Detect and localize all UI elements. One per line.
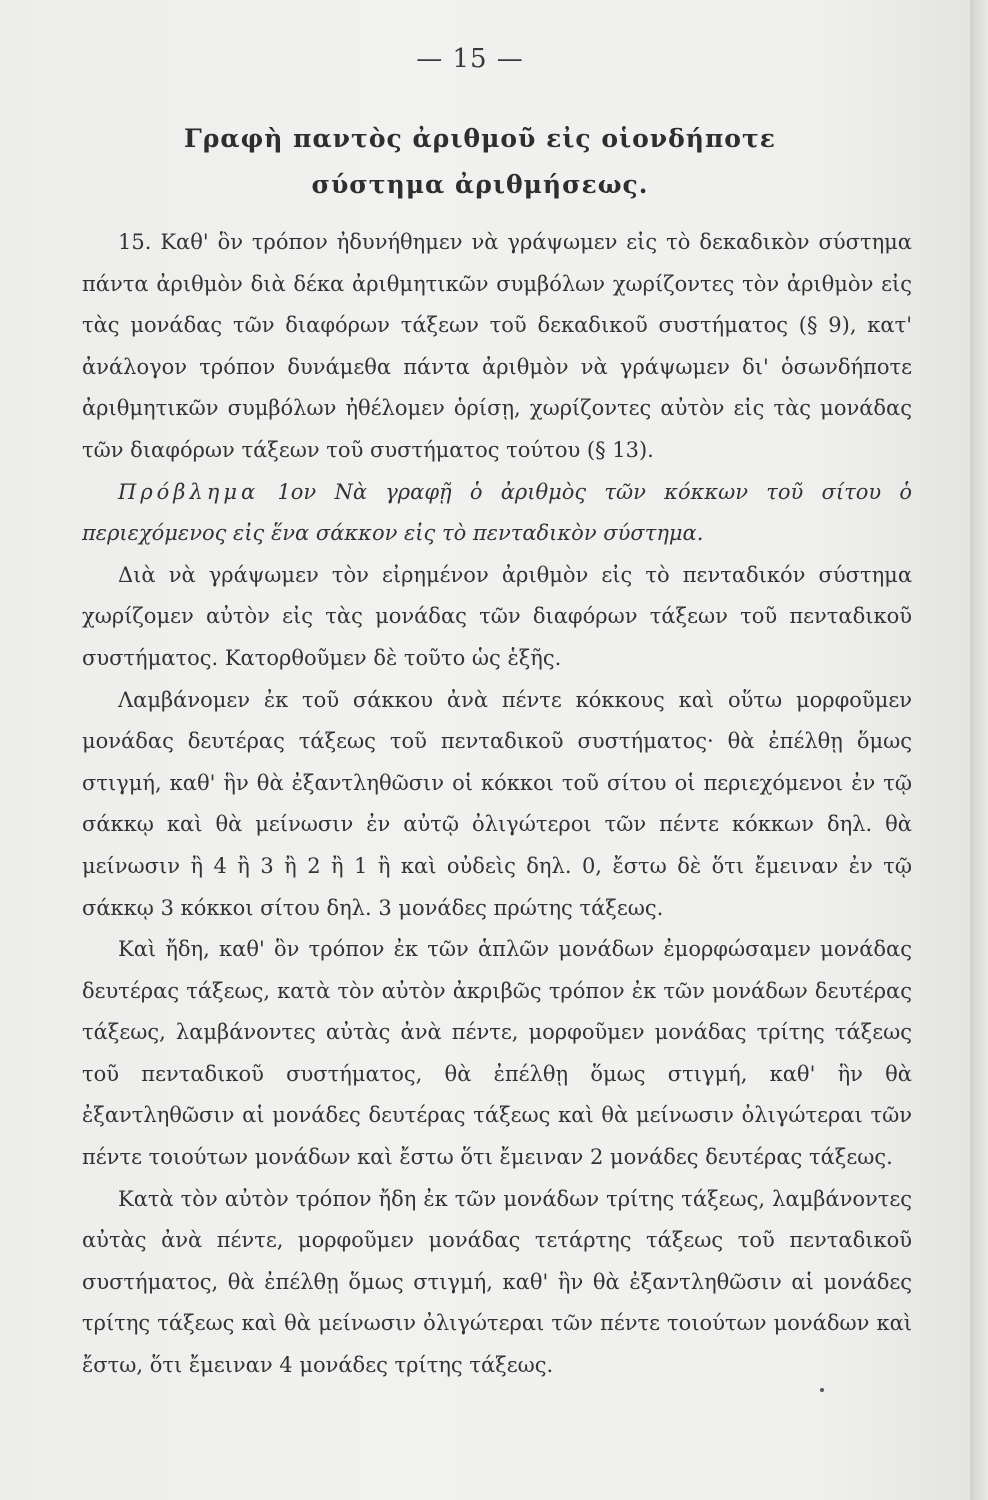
paragraph-third-order: Κατὰ τὸν αὐτὸν τρόπον ἤδη ἐκ τῶν μονάδων τρίτης τάξεως, λαμβάνοντες αὐτὰς ἀνὰ πέντε, μορφοῦμεν μονάδας τετάρτης τάξεως τοῦ πενταδικοῦ συστήματος, θὰ ἐπέλθῃ ὅμως στιγμή, καθ' ἣν θὰ ἐξαντληθῶσιν αἱ μονάδες τρίτης τάξεως καὶ θὰ μείνωσιν ὀλιγώτεραι τῶν πέντε τοιούτων μονάδων καὶ ἔστω, ὅτι ἔμειναν 4 μονάδες τρίτης τάξεως. (82, 1186, 912, 1378)
paragraph-first-order: Λαμβάνομεν ἐκ τοῦ σάκκου ἀνὰ πέντε κόκκους καὶ οὕτω μορφοῦμεν μονάδας δευτέρας τάξεως τοῦ πενταδικοῦ συστήματος· θὰ ἐπέλθῃ ὅμως στιγμή, καθ' ἣν θὰ ἐξαντληθῶσιν οἱ κόκκοι τοῦ σίτου οἱ περιεχόμενοι ἐν τῷ σάκκῳ καὶ θὰ μείνωσιν ἐν αὐτῷ ὀλιγώτεροι τῶν πέντε κόκκων δηλ. θὰ μείνωσιν ἢ 4 ἢ 3 ἢ 2 ἢ 1 ἢ καὶ οὐδεὶς δηλ. 0, ἔστω δὲ ὅτι ἔμειναν ἐν τῷ σάκκῳ 3 κόκκοι σίτου δηλ. 3 μονάδες πρώτης τάξεως. (82, 687, 912, 920)
page-number: — 15 — (416, 44, 524, 74)
problem-number: 1ον (277, 479, 317, 504)
page-edge (970, 0, 988, 1500)
section-heading-line-2: σύστημα ἀριθμήσεως. (311, 170, 649, 199)
ink-speck (820, 1388, 824, 1392)
paragraph-second-order: Καὶ ἤδη, καθ' ὃν τρόπον ἐκ τῶν ἁπλῶν μονάδων ἐμορφώσαμεν μονάδας δευτέρας τάξεως, κατὰ τὸν αὐτὸν ἀκριβῶς τρόπον ἐκ τῶν μονάδων δευτέρας τάξεως, λαμβάνοντες αὐτὰς ἀνὰ πέντε, μορφοῦμεν μονάδας τρίτης τάξεως τοῦ πενταδικοῦ συστήματος, θὰ ἐπέλθῃ ὅμως στιγμή, καθ' ἣν θὰ ἐξαντληθῶσιν αἱ μονάδες δευτέρας τάξεως καὶ θὰ μείνωσιν ὀλιγώτεραι τῶν πέντε τοιούτων μονάδων καὶ ἔστω ὅτι ἔμειναν 2 μονάδες δευτέρας τάξεως. (82, 937, 912, 1170)
body-text (82, 222, 912, 1387)
problem-statement (82, 472, 912, 555)
section-heading-line-1: Γραφὴ παντὸς ἀριθμοῦ εἰς οἱονδήποτε (184, 124, 776, 153)
problem-text: Νὰ γραφῇ ὁ ἀριθμὸς τῶν κόκκων τοῦ σίτου ὁ περιεχόμενος εἰς ἕνα σάκκον εἰς τὸ πενταδικὸν σύστημα. (82, 479, 912, 546)
paragraph-method: Διὰ νὰ γράψωμεν τὸν εἰρημένον ἀριθμὸν εἰς τὸ πενταδικόν σύστημα χωρίζομεν αὐτὸν εἰς τὰς μονάδας τῶν διαφόρων τάξεων τοῦ πενταδικοῦ συστήματος. Κατορθοῦμεν δὲ τοῦτο ὡς ἑξῆς. (82, 562, 912, 670)
paragraph-15: 15. Καθ' ὃν τρόπον ἠδυνήθημεν νὰ γράψωμεν εἰς τὸ δεκαδικὸν σύστημα πάντα ἀριθμὸν διὰ δέκα ἀριθμητικῶν συμβόλων χωρίζοντες τὸν ἀριθμὸν εἰς τὰς μονάδας τῶν διαφόρων τάξεων τοῦ δεκαδικοῦ συστήματος (§ 9), κατ' ἀνάλογον τρόπον δυνάμεθα πάντα ἀριθμὸν νὰ γράψωμεν δι' ὁσωνδήποτε ἀριθμητικῶν συμβόλων ἠθέλομεν ὁρίσῃ, χωρίζοντες αὐτὸν εἰς τὰς μονάδας τῶν διαφόρων τάξεων τοῦ συστήματος τούτου (§ 13). (82, 230, 912, 462)
problem-label: Πρόβλημα (118, 479, 260, 504)
